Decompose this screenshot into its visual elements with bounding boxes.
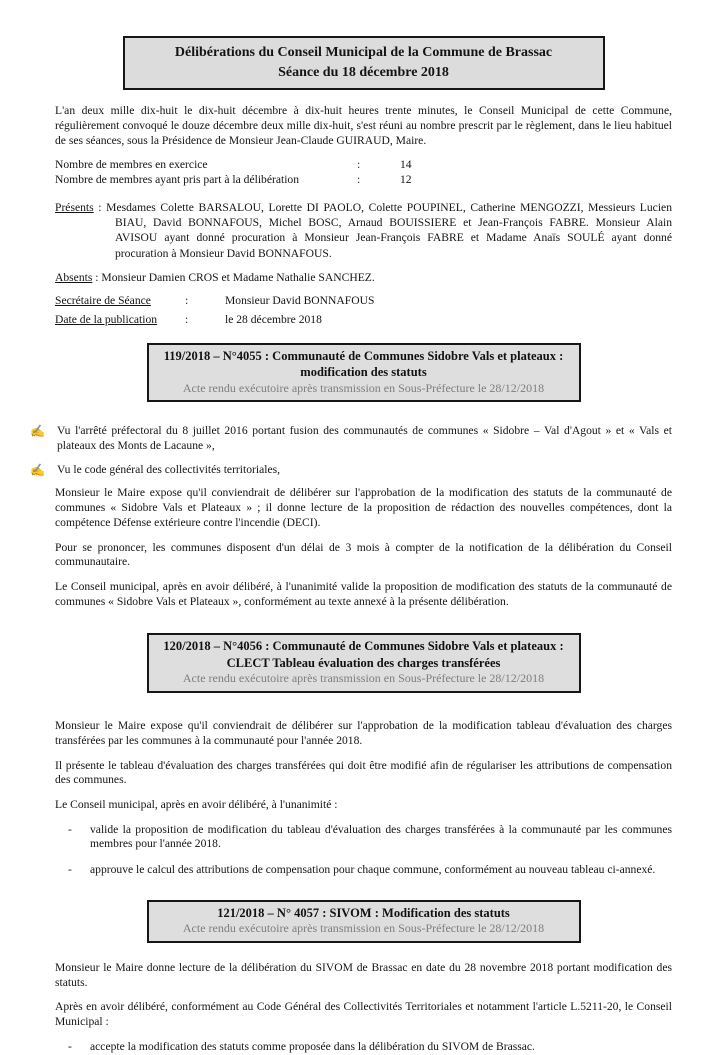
deliberation-120-decision-item-2-text: approuve le calcul des attributions de compensation pour chaque commune, conformément au nouveau tableau ci-annexé. (90, 863, 656, 877)
publication-date-colon: : (185, 312, 189, 326)
document-title-line2: Séance du 18 décembre 2018 (278, 64, 449, 80)
deliberation-119-title-line2: modification des statuts (300, 365, 427, 380)
deliberation-120-subtitle: Acte rendu exécutoire après transmission en Sous-Préfecture le 28/12/2018 (182, 671, 545, 686)
presents-line (55, 200, 672, 261)
dash-bullet-icon: - (68, 863, 72, 877)
document-title-box (123, 36, 605, 90)
deliberation-121-decision-item-1 (68, 1040, 672, 1055)
members-in-office-label: Nombre de membres en exercice (55, 158, 208, 172)
vu-bullet-1 (30, 424, 672, 453)
members-voting-row (55, 173, 672, 188)
deliberation-121-paragraph-1: Monsieur le Maire donne lecture de la délibération du SIVOM de Brassac en date du 28 novembre 2018 portant modification des statuts. (55, 960, 672, 989)
deliberation-119-subtitle: Acte rendu exécutoire après transmission en Sous-Préfecture le 28/12/2018 (182, 380, 545, 395)
deliberation-120-title-line2: CLECT Tableau évaluation des charges transférées (226, 655, 501, 670)
deliberation-119-header-box (147, 343, 581, 403)
members-count-block (55, 158, 672, 187)
members-in-office-row (55, 158, 672, 173)
deliberation-119-title-line1: 119/2018 – N°4055 : Communauté de Communes Sidobre Vals et plateaux : (163, 348, 564, 363)
presents-text: Mesdames Colette BARSALOU, Lorette DI PAOLO, Colette POUPINEL, Catherine MENGOZZI, Messieurs Lucien BIAU, David BONNAFOUS, Michel BOSC, Arnaud BOUISSIERE et Jean-François FABRE. Monsieur Alain AVISOU ayant donné procuration à Monsieur Jean-François FABRE et Madame Anaïs SOULÉ ayant donné procuration à Monsieur David BONNAFOUS. (106, 200, 672, 260)
writing-hand-bullet-icon: ✍ (30, 424, 45, 439)
deliberation-120-paragraph-1: Monsieur le Maire expose qu'il conviendrait de délibérer sur l'approbation de la modification tableau d'évaluation des charges transférées par les communes à la communauté pour l'année 2018. (55, 719, 672, 747)
dash-bullet-icon: - (68, 822, 72, 836)
secretary-label: Secrétaire de Séance (55, 294, 151, 308)
dash-bullet-icon: - (68, 1039, 72, 1053)
deliberation-120-paragraph-2: Il présente le tableau d'évaluation des charges transférées qui doit être modifié afin de régulariser les attributions de compensation des communes. (55, 758, 672, 787)
intro-paragraph: L'an deux mille dix-huit le dix-huit décembre à dix-huit heures trente minutes, le Conseil Municipal de cette Commune, régulièrement convoqué le douze décembre deux mille dix-huit, s'est réuni au nombre prescrit par le règlement, dans le lieu habituel de ses séances, sous la Présidence de Monsieur Jean-Claude GUIRAUD, Maire. (55, 104, 672, 147)
presents-separator: : (93, 200, 107, 214)
deliberation-120-paragraph-3: Le Conseil municipal, après en avoir délibéré, à l'unanimité : (55, 797, 338, 811)
members-voting-value: 12 (400, 173, 412, 187)
deliberation-120-decision-item-2 (68, 863, 672, 878)
absents-separator: : (92, 270, 102, 284)
publication-date-label: Date de la publication (55, 312, 158, 326)
deliberation-121-subtitle: Acte rendu exécutoire après transmission en Sous-Préfecture le 28/12/2018 (182, 921, 545, 936)
document-title-line1: Délibérations du Conseil Municipal de la Commune de Brassac (174, 45, 553, 60)
deliberation-120-title-line1: 120/2018 – N°4056 : Communauté de Communes Sidobre Vals et plateaux : (163, 639, 564, 654)
secretary-colon: : (185, 294, 189, 308)
secretary-row (55, 294, 672, 309)
members-in-office-colon: : (357, 158, 361, 172)
secretary-value: Monsieur David BONNAFOUS (225, 294, 375, 308)
writing-hand-bullet-icon: ✍ (30, 462, 45, 477)
deliberation-120-decision-item-1-text: valide la proposition de modification du tableau d'évaluation des charges transférées à la communauté par les communes membres pour l'année 2018. (90, 822, 672, 851)
deliberation-121-paragraph-2: Après en avoir délibéré, conformément au Code Général des Collectivités Territoriales et notamment l'article L.5211-20, le Conseil Municipal : (55, 1000, 672, 1029)
deliberation-120-decision-item-1 (68, 823, 672, 852)
deliberation-119-paragraph-2: Pour se prononcer, les communes disposent d'un délai de 3 mois à compter de la notification de la délibération du Conseil communautaire. (55, 540, 672, 569)
members-voting-colon: : (357, 173, 361, 187)
deliberation-120-header-box (147, 633, 581, 693)
absents-label: Absents (55, 270, 93, 284)
members-voting-label: Nombre de membres ayant pris part à la délibération (55, 173, 300, 187)
members-in-office-value: 14 (400, 158, 412, 172)
deliberation-121-title-line1: 121/2018 – N° 4057 : SIVOM : Modification des statuts (217, 905, 510, 920)
presents-label: Présents (55, 200, 94, 214)
absents-line (55, 270, 672, 285)
deliberation-121-header-box (147, 900, 581, 943)
deliberation-121-decision-item-1-text: accepte la modification des statuts comme proposée dans la délibération du SIVOM de Brassac. (90, 1039, 535, 1053)
vu-bullet-2 (30, 463, 672, 478)
vu-bullet-1-text: Vu l'arrêté préfectoral du 8 juillet 2016 portant fusion des communautés de communes « Sidobre – Val d'Agout » et « Vals et plateaux des Monts de Lacaune », (57, 424, 672, 453)
deliberation-119-paragraph-1: Monsieur le Maire expose qu'il conviendrait de délibérer sur l'approbation de la modification des statuts de la communauté de communes « Sidobre Vals et Plateaux » ; il donne lecture de la proposition de rédaction des nouvelles compétences, dont la compétence Défense extérieure contre l'incendie (DECI). (55, 486, 672, 529)
absents-text: Monsieur Damien CROS et Madame Nathalie SANCHEZ. (101, 270, 375, 284)
vu-bullet-2-text: Vu le code général des collectivités territoriales, (57, 462, 281, 476)
publication-date-row (55, 313, 672, 328)
publication-date-value: le 28 décembre 2018 (225, 312, 322, 326)
deliberation-119-paragraph-3: Le Conseil municipal, après en avoir délibéré, à l'unanimité valide la proposition de modification des statuts de la communauté de communes « Sidobre Vals et Plateaux », conformément au texte annexé à la présente délibération. (55, 580, 672, 608)
